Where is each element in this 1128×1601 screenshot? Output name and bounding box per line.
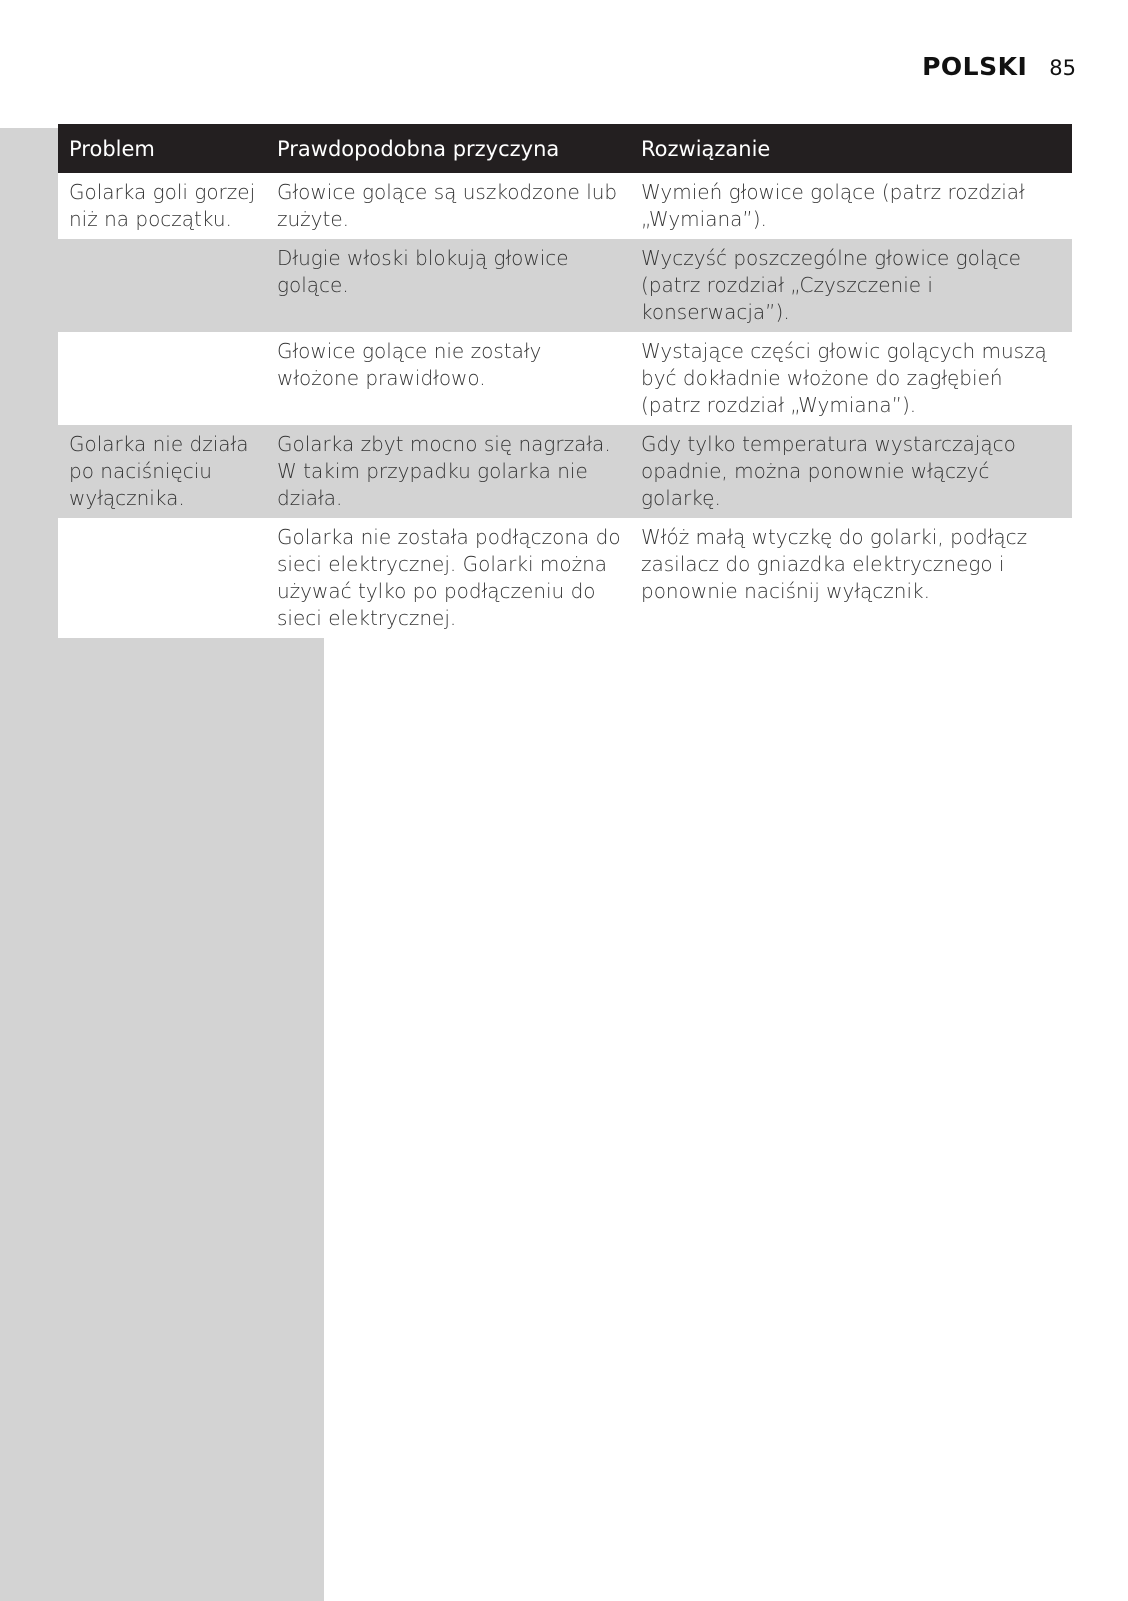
column-header-cause: Prawdopodobna przyczyna [266,124,630,173]
page-number: 85 [1049,56,1076,80]
table-row [58,425,1072,518]
cause-cell: Długie włoski blokują głowice golące. [266,239,630,332]
problem-cell [58,332,266,425]
table-row [58,518,1072,638]
problem-cell: Golarka goli gorzej niż na początku. [58,173,266,239]
solution-cell: Wyczyść poszczególne głowice golące (patrz rozdział „Czyszczenie i konserwacja”). [630,239,1072,332]
solution-cell: Gdy tylko temperatura wystarczająco opadnie, można ponownie włączyć golarkę. [630,425,1072,518]
language-label: POLSKI [922,52,1028,81]
solution-cell: Włóż małą wtyczkę do golarki, podłącz zasilacz do gniazdka elektrycznego i ponownie naciśnij wyłącznik. [630,518,1072,638]
cause-cell: Głowice golące nie zostały włożone prawidłowo. [266,332,630,425]
table-row [58,332,1072,425]
page-header [922,52,1076,81]
troubleshooting-table [58,124,1072,638]
problem-cell [58,518,266,638]
column-header-problem: Problem [58,124,266,173]
solution-cell: Wymień głowice golące (patrz rozdział „Wymiana”). [630,173,1072,239]
problem-cell [58,239,266,332]
table-row [58,173,1072,239]
table-header-row [58,124,1072,173]
solution-cell: Wystające części głowic golących muszą być dokładnie włożone do zagłębień (patrz rozdział „Wymiana”). [630,332,1072,425]
problem-cell: Golarka nie działa po naciśnięciu wyłącznika. [58,425,266,518]
cause-cell: Golarka nie została podłączona do sieci elektrycznej. Golarki można używać tylko po podłączeniu do sieci elektrycznej. [266,518,630,638]
cause-cell: Głowice golące są uszkodzone lub zużyte. [266,173,630,239]
column-header-solution: Rozwiązanie [630,124,1072,173]
table-row [58,239,1072,332]
cause-cell: Golarka zbyt mocno się nagrzała. W takim przypadku golarka nie działa. [266,425,630,518]
